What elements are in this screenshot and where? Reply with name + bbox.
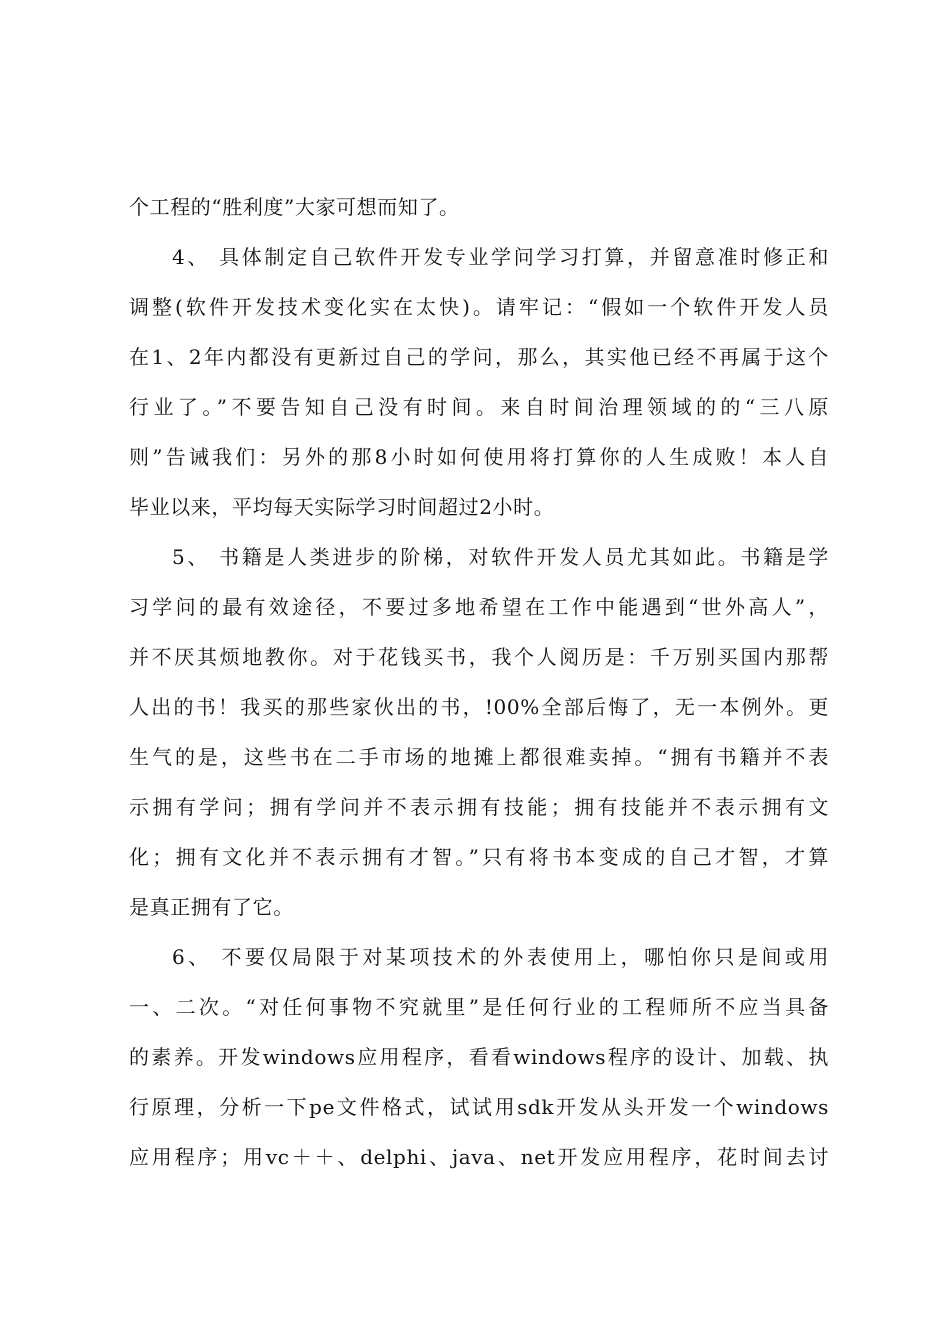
text-line: 并不厌其烦地教你。对于花钱买书，我个人阅历是：千万别买国内那帮 xyxy=(129,645,829,669)
text-line: 行原理，分析一下pe文件格式，试试用sdk开发从头开发一个windows xyxy=(129,1095,829,1119)
list-item-4-first-line: 4、 具体制定自己软件开发专业学问学习打算，并留意准时修正和 xyxy=(172,245,829,269)
text-line: 生气的是，这些书在二手市场的地摊上都很难卖掉。“拥有书籍并不表 xyxy=(129,745,829,769)
text-line: 人出的书！我买的那些家伙出的书，!00%全部后悔了，无一本例外。更 xyxy=(129,695,829,719)
text-line: 的素养。开发windows应用程序，看看windows程序的设计、加载、执 xyxy=(129,1045,829,1069)
text-line: 调整(软件开发技术变化实在太快)。请牢记：“假如一个软件开发人员 xyxy=(129,295,829,319)
text-line: 示拥有学问；拥有学问并不表示拥有技能；拥有技能并不表示拥有文 xyxy=(129,795,829,819)
text-line: 应用程序；用vc＋＋、delphi、java、net开发应用程序，花时间去讨 xyxy=(129,1145,829,1169)
text-line: 一、二次。“对任何事物不究就里”是任何行业的工程师所不应当具备 xyxy=(129,995,829,1019)
text-line: 个工程的“胜利度”大家可想而知了。 xyxy=(129,195,460,219)
text-line: 化；拥有文化并不表示拥有才智。”只有将书本变成的自己才智，才算 xyxy=(129,845,829,869)
text-line: 毕业以来，平均每天实际学习时间超过2小时。 xyxy=(129,495,555,519)
text-line: 则”告诫我们：另外的那8小时如何使用将打算你的人生成败！本人自 xyxy=(129,445,829,469)
text-line: 是真正拥有了它。 xyxy=(129,895,294,919)
text-line: 习学问的最有效途径，不要过多地希望在工作中能遇到“世外高人”， xyxy=(129,595,829,619)
text-line: 在1、2年内都没有更新过自己的学问，那么，其实他已经不再属于这个 xyxy=(129,345,829,369)
list-item-5-first-line: 5、 书籍是人类进步的阶梯，对软件开发人员尤其如此。书籍是学 xyxy=(172,545,829,569)
list-item-6-first-line: 6、 不要仅局限于对某项技术的外表使用上，哪怕你只是间或用 xyxy=(172,945,829,969)
text-line: 行业了。”不要告知自己没有时间。来自时间治理领域的的“三八原 xyxy=(129,395,829,419)
